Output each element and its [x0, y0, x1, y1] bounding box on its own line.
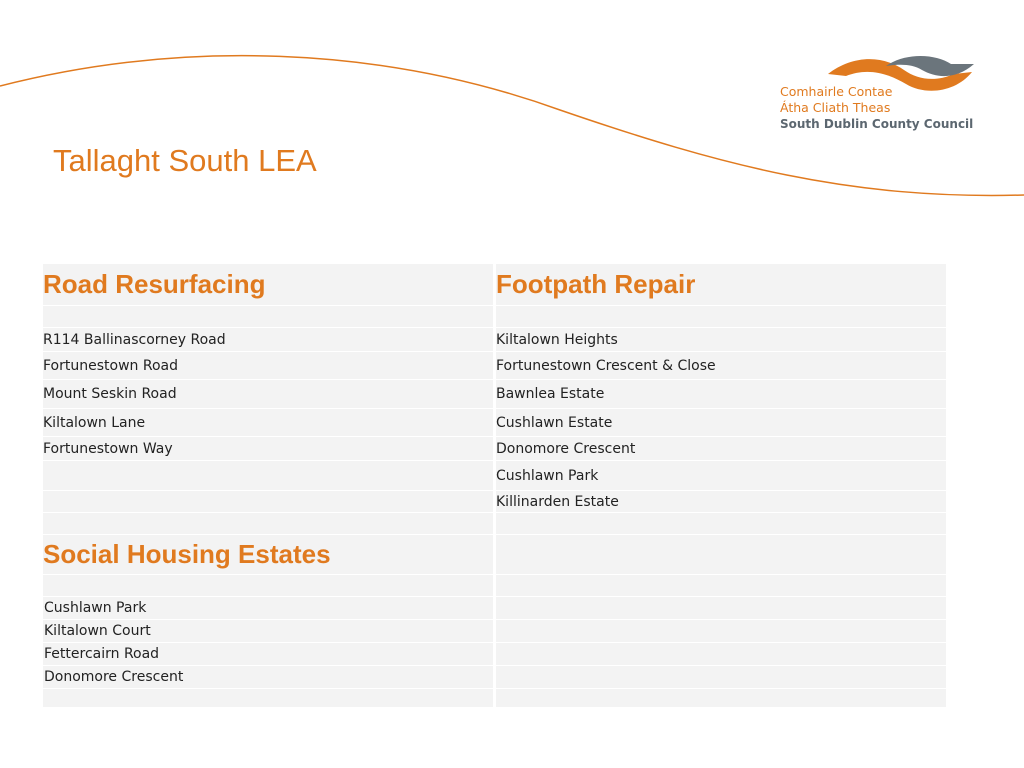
road-item: Fortunestown Road [43, 357, 178, 374]
social-housing-item: Donomore Crescent [44, 669, 184, 685]
footpath-item: Kiltalown Heights [496, 331, 618, 348]
council-logo [780, 52, 990, 134]
footpath-item: Donomore Crescent [496, 440, 636, 457]
logo-line-irish-2: Átha Cliath Theas [780, 100, 891, 115]
footpath-item: Killinarden Estate [496, 493, 619, 510]
footpath-item: Cushlawn Park [496, 467, 599, 484]
social-housing-item: Fettercairn Road [44, 646, 160, 662]
road-resurfacing-heading: Road Resurfacing [43, 269, 266, 299]
road-item: Fortunestown Way [43, 440, 173, 457]
footpath-item: Bawnlea Estate [496, 386, 605, 402]
social-housing-item: Kiltalown Court [44, 623, 151, 639]
road-item: Mount Seskin Road [43, 386, 177, 402]
column-divider [493, 263, 496, 707]
page-title: Tallaght South LEA [53, 143, 317, 178]
footpath-item: Cushlawn Estate [496, 414, 613, 431]
road-item: Kiltalown Lane [43, 414, 146, 431]
social-housing-item: Cushlawn Park [44, 600, 147, 616]
logo-line-english: South Dublin County Council [780, 117, 974, 131]
social-housing-heading: Social Housing Estates [43, 539, 331, 569]
logo-line-irish-1: Comhairle Contae [780, 84, 893, 99]
works-table [43, 263, 946, 707]
footpath-repair-heading: Footpath Repair [496, 269, 696, 299]
road-item: R114 Ballinascorney Road [43, 331, 226, 348]
footpath-item: Fortunestown Crescent & Close [496, 357, 716, 374]
